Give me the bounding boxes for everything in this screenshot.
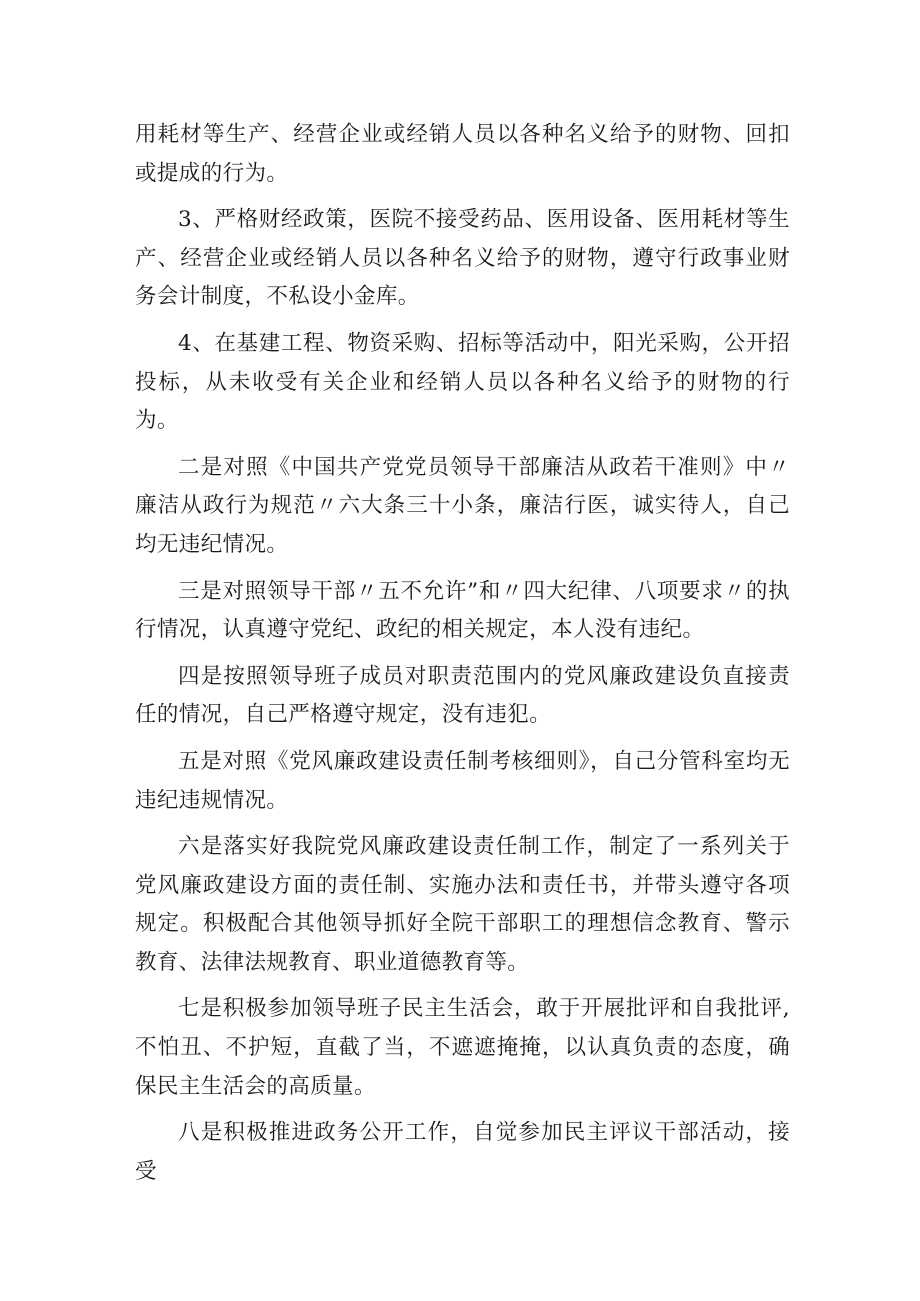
document-body bbox=[135, 116, 790, 1199]
paragraph-point-8: 八是积极推进政务公开工作，自觉参加民主评议干部活动，接受 bbox=[135, 1120, 790, 1184]
paragraph-point-5: 五是对照《党风廉政建设责任制考核细则》，自己分管科室均无违纪违规情况。 bbox=[135, 748, 790, 813]
paragraph-point-6: 六是落实好我院党风廉政建设责任制工作，制定了一系列关于党风廉政建设方面的责任制、实施办法和责任书，并带头遵守各项规定。积极配合其他领导抓好全院干部职工的理想信念教育、警示教育、法律法规教育、职业道德教育等。 bbox=[135, 834, 790, 975]
paragraph-point-3: 三是对照领导干部〃五不允许”和〃四大纪律、八项要求〃的执行情况，认真遵守党纪、政纪的相关规定，本人没有违纪。 bbox=[135, 578, 790, 643]
paragraph-item-4: 4、在基建工程、物资采购、招标等活动中，阳光采购，公开招投标，从未收受有关企业和经销人员以各种名义给予的财物的行为。 bbox=[135, 330, 790, 434]
paragraph-continuation: 用耗材等生产、经营企业或经销人员以各种名义给予的财物、回扣或提成的行为。 bbox=[135, 122, 790, 186]
paragraph-point-4: 四是按照领导班子成员对职责范围内的党风廉政建设负直接责任的情况，自己严格遵守规定，没有违犯。 bbox=[135, 663, 790, 728]
paragraph-point-2: 二是对照《中国共产党党员领导干部廉洁从政若干准则》中〃廉洁从政行为规范〃六大条三十小条，廉洁行医，诚实待人，自己均无违纪情况。 bbox=[135, 454, 790, 557]
paragraph-item-3: 3、严格财经政策，医院不接受药品、医用设备、医用耗材等生产、经营企业或经销人员以各种名义给予的财物，遵守行政事业财务会计制度，不私设小金库。 bbox=[135, 207, 790, 310]
paragraph-point-7: 七是积极参加领导班子民主生活会，敢于开展批评和自我批评,不怕丑、不护短，直截了当，不遮遮掩掩，以认真负责的态度，确保民主生活会的高质量。 bbox=[135, 996, 790, 1099]
